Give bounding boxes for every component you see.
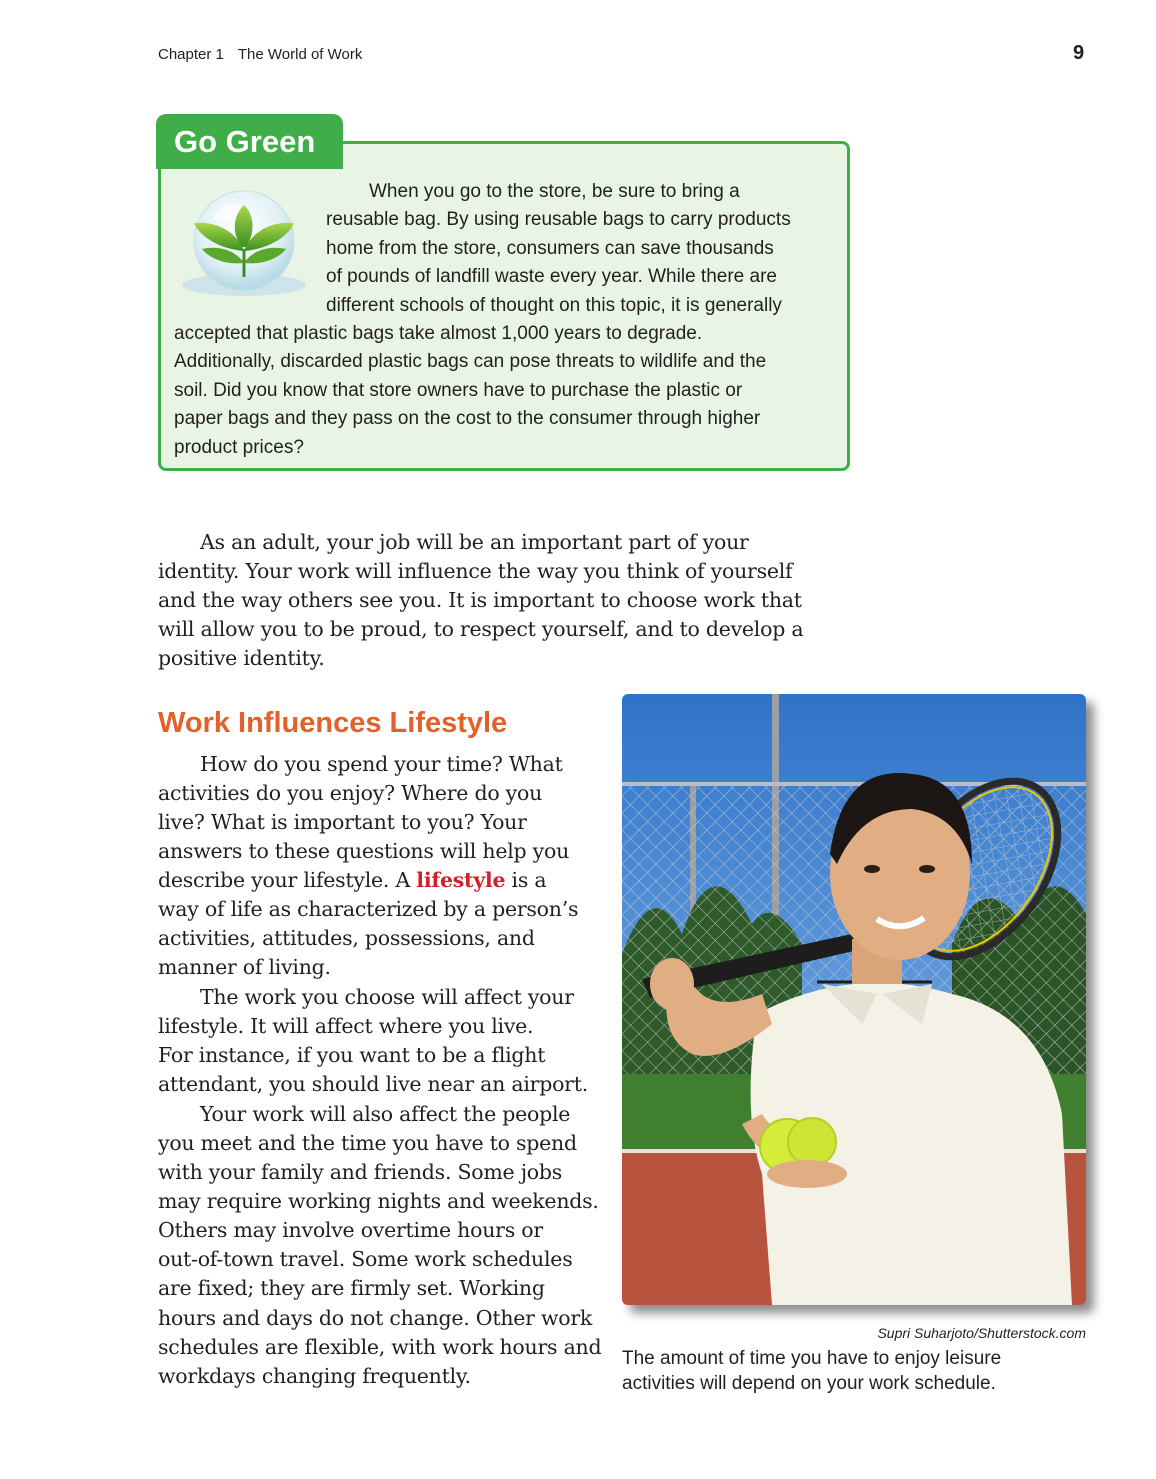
intro-line: positive identity.	[158, 646, 325, 670]
caption-line: activities will depend on your work schedule.	[622, 1373, 996, 1394]
body-line: live? What is important to you? Your	[158, 810, 527, 834]
body-line: out-of-town travel. Some work schedules	[158, 1247, 573, 1271]
intro-line: will allow you to be proud, to respect yourself, and to develop a	[158, 617, 804, 641]
key-term-lifestyle: lifestyle	[416, 868, 506, 892]
body-line: hours and days do not change. Other work	[158, 1306, 593, 1330]
go-green-line: product prices?	[174, 437, 304, 458]
go-green-line: soil. Did you know that store owners have to purchase the plastic or	[174, 380, 743, 401]
body-line	[158, 868, 546, 892]
body-line: For instance, if you want to be a flight	[158, 1043, 546, 1067]
body-line: How do you spend your time? What	[200, 752, 563, 776]
body-line: way of life as characterized by a person’s	[158, 897, 579, 921]
body-line: attendant, you should live near an airport.	[158, 1072, 588, 1096]
body-line: activities do you enjoy? Where do you	[158, 781, 543, 805]
intro-line: identity. Your work will influence the way you think of yourself	[158, 559, 793, 583]
go-green-line: Additionally, discarded plastic bags can pose threats to wildlife and the	[174, 351, 767, 372]
body-line: are fixed; they are firmly set. Working	[158, 1276, 545, 1300]
caption-line: The amount of time you have to enjoy leisure	[622, 1348, 1002, 1369]
tennis-player-photo	[622, 694, 1086, 1305]
go-green-line: of pounds of landfill waste every year. While there are	[326, 266, 777, 287]
go-green-line: reusable bag. By using reusable bags to carry products	[326, 209, 791, 230]
body-line: may require working nights and weekends.	[158, 1189, 599, 1213]
go-green-title: Go Green	[156, 114, 343, 169]
page-number: 9	[1073, 42, 1085, 64]
body-line-text: describe your lifestyle. A	[158, 868, 417, 892]
photo-credit: Supri Suharjoto/Shutterstock.com	[877, 1325, 1086, 1341]
body-line: workdays changing frequently.	[158, 1364, 471, 1388]
go-green-line: home from the store, consumers can save thousands	[326, 238, 774, 259]
figure-caption	[622, 1346, 1092, 1396]
go-green-line: accepted that plastic bags take almost 1,000 years to degrade.	[174, 323, 703, 344]
body-line: with your family and friends. Some jobs	[158, 1160, 563, 1184]
leaf-in-bubble-icon	[180, 187, 308, 299]
body-line: answers to these questions will help you	[158, 839, 570, 863]
intro-line: As an adult, your job will be an important part of your	[200, 530, 749, 554]
body-line: The work you choose will affect your	[200, 985, 574, 1009]
running-header	[158, 46, 362, 63]
body-line-text: is a	[505, 868, 547, 892]
tennis-player-illustration	[622, 694, 1086, 1305]
body-line: activities, attitudes, possessions, and	[158, 926, 535, 950]
body-line: you meet and the time you have to spend	[158, 1131, 577, 1155]
body-line: Others may involve overtime hours or	[158, 1218, 543, 1242]
body-line: manner of living.	[158, 955, 331, 979]
go-green-line: paper bags and they pass on the cost to the consumer through higher	[174, 408, 761, 429]
intro-line: and the way others see you. It is important to choose work that	[158, 588, 802, 612]
chapter-label: Chapter 1	[158, 46, 224, 63]
go-green-line: When you go to the store, be sure to bring a	[369, 181, 740, 202]
body-line: schedules are flexible, with work hours and	[158, 1335, 602, 1359]
go-green-line: different schools of thought on this topic, it is generally	[326, 295, 782, 316]
chapter-title: The World of Work	[237, 46, 363, 63]
body-line: lifestyle. It will affect where you live.	[158, 1014, 534, 1038]
section-heading: Work Influences Lifestyle	[158, 707, 508, 739]
body-line: Your work will also affect the people	[200, 1102, 571, 1126]
